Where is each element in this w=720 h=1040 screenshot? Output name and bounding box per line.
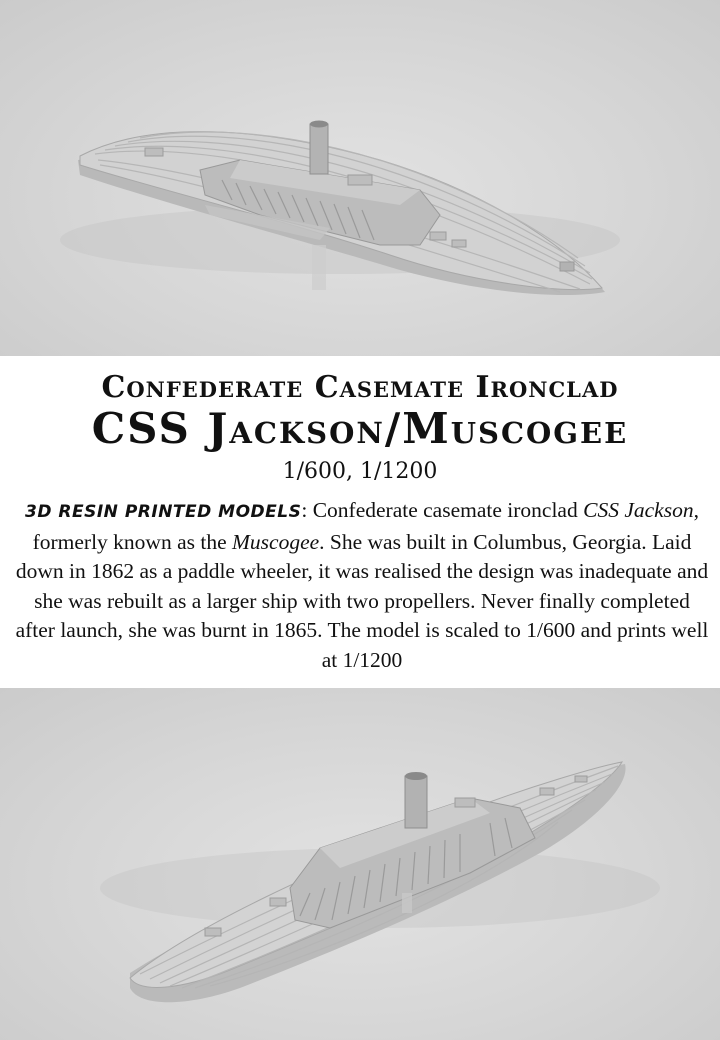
product-subtitle: Confederate Casemate Ironclad — [101, 370, 619, 405]
support-post — [402, 893, 412, 913]
deck-hatch — [270, 898, 286, 906]
deck-hatch — [540, 788, 554, 795]
top-model-render — [0, 0, 720, 356]
bottom-model-render — [0, 688, 720, 1040]
description-text-1: Confederate casemate ironclad — [307, 498, 584, 522]
description-text-2: , formerly known as the — [32, 498, 699, 554]
funnel — [310, 124, 328, 174]
product-info-panel — [0, 356, 720, 688]
funnel-top — [310, 121, 328, 128]
funnel — [405, 776, 427, 828]
support-post — [312, 245, 326, 290]
funnel-top — [405, 772, 427, 780]
brand-label: 3D RESIN PRINTED MODELS — [25, 502, 302, 522]
ship-name: CSS Jackson — [583, 498, 694, 522]
former-ship-name: Muscogee — [232, 529, 320, 554]
bow-capstan — [560, 262, 574, 271]
pilot-house — [348, 175, 372, 185]
brand-separator: : — [301, 498, 308, 522]
product-title: CSS Jackson/Muscogee — [91, 404, 629, 453]
deck-hatch — [145, 148, 163, 156]
product-scales: 1/600, 1/1200 — [282, 459, 438, 484]
product-description — [14, 496, 710, 675]
deck-hatch — [452, 240, 466, 247]
description-text-3: . She was built in Columbus, Georgia. Laid down in 1862 as a paddle wheeler, it was realised the design was inadequate and she was rebuilt as a larger ship with two propellers. Never finally completed after launch, she was burnt in 1865. The model is scaled to 1/600 and prints well at 1/1200 — [15, 529, 709, 672]
ironclad-model-side-view — [0, 688, 720, 1040]
deck-hatch — [430, 232, 446, 240]
deck-hatch — [205, 928, 221, 936]
ironclad-model-top-view — [0, 0, 720, 356]
pilot-house — [455, 798, 475, 807]
bow-fitting — [575, 776, 587, 782]
